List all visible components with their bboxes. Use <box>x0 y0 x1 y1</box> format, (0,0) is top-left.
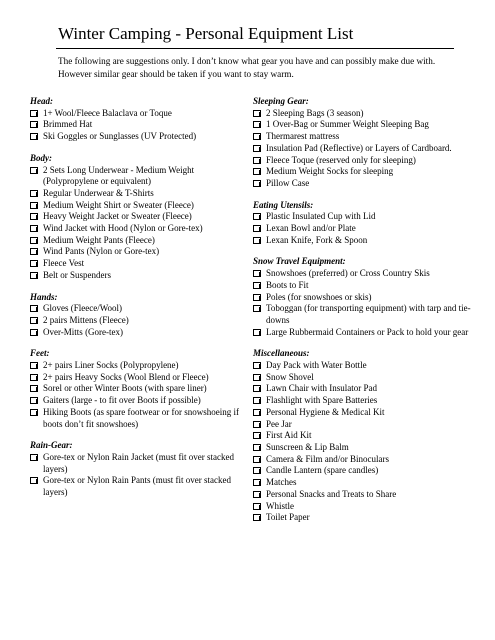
checklist-item <box>253 211 471 223</box>
checklist-item-label: Brimmed Hat <box>43 119 93 130</box>
checklist <box>253 108 471 190</box>
section-heading: Rain-Gear: <box>30 440 73 451</box>
section-heading: Feet: <box>30 348 50 359</box>
checklist-item <box>253 131 471 143</box>
checkbox-icon <box>30 362 38 369</box>
checkbox-icon <box>30 110 38 117</box>
checklist-item <box>30 200 248 212</box>
checklist-item-label: Lexan Bowl and/or Plate <box>266 223 356 234</box>
checklist-item <box>253 119 471 131</box>
checklist-item-label: Wind Pants (Nylon or Gore-tex) <box>43 246 160 257</box>
checklist-item <box>253 454 471 466</box>
section-heading: Miscellaneous: <box>253 348 310 359</box>
checklist-item <box>253 383 471 395</box>
checkbox-icon <box>30 385 38 392</box>
checklist-item <box>30 131 248 143</box>
checkbox-icon <box>253 294 261 301</box>
checkbox-icon <box>30 133 38 140</box>
checkbox-icon <box>253 121 261 128</box>
checklist-item <box>30 475 248 498</box>
checkbox-icon <box>253 270 261 277</box>
checkbox-icon <box>30 329 38 336</box>
checklist-item-label: Pee Jar <box>266 418 292 429</box>
checklist-item <box>253 303 471 326</box>
checklist-item-label: Thermarest mattress <box>266 131 340 142</box>
checklist-item <box>253 268 471 280</box>
checklist-item <box>253 292 471 304</box>
checklist-item-label: Toilet Paper <box>266 512 310 523</box>
checklist-item <box>253 223 471 235</box>
checklist-item-label: Gore-tex or Nylon Rain Jacket (must fit over stacked layers) <box>43 451 234 474</box>
checkbox-icon <box>30 409 38 416</box>
checkbox-icon <box>253 385 261 392</box>
checkbox-icon <box>30 317 38 324</box>
section-body <box>30 153 248 282</box>
checklist-item <box>253 155 471 167</box>
checklist-item-label: Flashlight with Spare Batteries <box>266 395 378 406</box>
checklist-item <box>253 407 471 419</box>
checklist <box>253 268 471 338</box>
checklist-item <box>253 280 471 292</box>
checkbox-icon <box>30 190 38 197</box>
checklist-item-label: Plastic Insulated Cup with Lid <box>266 211 376 222</box>
checklist-item-label: Ski Goggles or Sunglasses (UV Protected) <box>43 131 197 142</box>
checklist-item <box>30 223 248 235</box>
checklist-item <box>253 465 471 477</box>
checkbox-icon <box>253 432 261 439</box>
checkbox-icon <box>30 477 38 484</box>
checkbox-icon <box>253 374 261 381</box>
checklist-item-label: 2 Sleeping Bags (3 season) <box>266 107 364 118</box>
checklist <box>253 211 471 246</box>
checklist-item-label: Day Pack with Water Bottle <box>266 360 367 371</box>
checklist-item-label: Lawn Chair with Insulator Pad <box>266 383 377 394</box>
checklist <box>253 360 471 524</box>
section-snow-travel-equipment <box>253 256 471 338</box>
checklist-item-label: Wind Jacket with Hood (Nylon or Gore-tex) <box>43 223 203 234</box>
checkbox-icon <box>253 421 261 428</box>
checklist-item-label: Medium Weight Socks for sleeping <box>266 166 394 177</box>
checkbox-icon <box>30 272 38 279</box>
checklist-item <box>253 178 471 190</box>
checklist <box>30 452 248 499</box>
checkbox-icon <box>253 168 261 175</box>
checklist-item-label: Snowshoes (preferred) or Cross Country Skis <box>266 268 430 279</box>
checklist-item-label: Personal Snacks and Treats to Share <box>266 488 397 499</box>
checklist-item <box>30 395 248 407</box>
checkbox-icon <box>30 374 38 381</box>
checklist-item-label: Fleece Vest <box>43 258 85 269</box>
checkbox-icon <box>253 329 261 336</box>
checkbox-icon <box>30 397 38 404</box>
checklist-item-label: Candle Lantern (spare candles) <box>266 465 379 476</box>
checklist-item-label: Toboggan (for transporting equipment) with tarp and tie-downs <box>266 303 471 325</box>
checklist-item-label: 2 pairs Mittens (Fleece) <box>43 314 129 325</box>
title-underline <box>56 48 454 49</box>
checklist-item <box>253 512 471 524</box>
checkbox-icon <box>30 454 38 461</box>
checklist-item-label: Pillow Case <box>266 177 310 188</box>
checklist-item <box>30 211 248 223</box>
checkbox-icon <box>253 157 261 164</box>
checklist-item <box>30 119 248 131</box>
section-sleeping-gear <box>253 96 471 190</box>
checklist-item <box>253 143 471 155</box>
checklist-item-label: Snow Shovel <box>266 371 314 382</box>
checklist-item-label: Large Rubbermaid Containers or Pack to hold your gear <box>266 326 469 337</box>
checklist-item <box>30 165 248 188</box>
checkbox-icon <box>253 110 261 117</box>
checklist-item <box>30 246 248 258</box>
checklist-item-label: Hiking Boots (as spare footwear or for snowshoeing if boots don’t fit snowshoes) <box>43 406 239 429</box>
checklist-item <box>253 501 471 513</box>
checklist-item-label: Sorel or other Winter Boots (with spare liner) <box>43 383 207 394</box>
checklist-item-label: Sunscreen & Lip Balm <box>266 441 349 452</box>
checklist-item <box>30 315 248 327</box>
checklist-item <box>253 419 471 431</box>
checklist-item <box>30 303 248 315</box>
checklist-item-label: Medium Weight Pants (Fleece) <box>43 234 155 245</box>
checkbox-icon <box>253 225 261 232</box>
section-heading: Head: <box>30 96 53 106</box>
checkbox-icon <box>30 305 38 312</box>
checklist-item-label: Gore-tex or Nylon Rain Pants (must fit over stacked layers) <box>43 475 231 498</box>
checklist-item <box>30 407 248 430</box>
checklist-item-label: Matches <box>266 477 297 488</box>
checkbox-icon <box>253 467 261 474</box>
checklist <box>30 303 248 338</box>
section-heading: Body: <box>30 152 52 163</box>
checklist-item <box>30 327 248 339</box>
checklist-item <box>253 360 471 372</box>
checkbox-icon <box>253 514 261 521</box>
checklist-item-label: Fleece Toque (reserved only for sleeping) <box>266 154 416 165</box>
checklist-item <box>30 270 248 282</box>
checkbox-icon <box>30 237 38 244</box>
section-head <box>30 96 248 143</box>
checklist-item-label: Regular Underwear & T-Shirts <box>43 187 154 198</box>
checklist-item-label: Whistle <box>266 500 294 511</box>
checklist-item <box>253 477 471 489</box>
checklist-item <box>30 258 248 270</box>
checkbox-icon <box>253 133 261 140</box>
checklist-item <box>253 166 471 178</box>
checkbox-icon <box>30 202 38 209</box>
checkbox-icon <box>253 397 261 404</box>
checklist-item <box>30 235 248 247</box>
checkbox-icon <box>253 503 261 510</box>
checklist-item-label: Gaiters (large - to fit over Boots if possible) <box>43 395 201 406</box>
checkbox-icon <box>253 491 261 498</box>
section-eating-utensils <box>253 200 471 247</box>
checkbox-icon <box>30 225 38 232</box>
checklist-item <box>253 395 471 407</box>
checklist-item <box>30 452 248 475</box>
checklist-item <box>253 430 471 442</box>
checklist-item-label: First Aid Kit <box>266 430 312 441</box>
section-heading: Hands: <box>30 291 58 302</box>
checkbox-icon <box>253 362 261 369</box>
section-heading: Sleeping Gear: <box>253 96 309 106</box>
checklist-item <box>253 372 471 384</box>
checklist-item <box>253 442 471 454</box>
checkbox-icon <box>253 282 261 289</box>
checkbox-icon <box>253 409 261 416</box>
checkbox-icon <box>30 260 38 267</box>
checklist-item-label: Boots to Fit <box>266 279 309 290</box>
checklist-item <box>30 383 248 395</box>
checklist-item <box>253 327 471 339</box>
checklist-item-label: Medium Weight Shirt or Sweater (Fleece) <box>43 199 194 210</box>
intro-paragraph: The following are suggestions only. I don’t know what gear you have and can possibly make due with. However similar gear should be taken if you want to stay warm. <box>58 56 436 79</box>
checkbox-icon <box>253 213 261 220</box>
checklist-item-label: Belt or Suspenders <box>43 269 111 280</box>
checkbox-icon <box>253 456 261 463</box>
checklist-item <box>253 235 471 247</box>
checklist-item <box>30 188 248 200</box>
checklist <box>30 165 248 282</box>
checklist-item <box>30 360 248 372</box>
section-rain-gear <box>30 440 248 499</box>
checklist-item-label: Gloves (Fleece/Wool) <box>43 303 123 314</box>
checkbox-icon <box>253 444 261 451</box>
checklist-item <box>253 489 471 501</box>
checkbox-icon <box>30 248 38 255</box>
checklist-item-label: 2+ pairs Heavy Socks (Wool Blend or Fleece) <box>43 371 209 382</box>
checklist-item <box>253 108 471 120</box>
checklist-item-label: Insulation Pad (Reflective) or Layers of Cardboard. <box>266 142 452 153</box>
checklist-item-label: 1 Over-Bag or Summer Weight Sleeping Bag <box>266 119 429 130</box>
checklist-item <box>30 372 248 384</box>
checklist-item-label: Camera & Film and/or Binoculars <box>266 453 389 464</box>
checkbox-icon <box>253 145 261 152</box>
checkbox-icon <box>253 479 261 486</box>
section-heading: Snow Travel Equipment: <box>253 256 346 267</box>
checklist-item-label: Over-Mitts (Gore-tex) <box>43 326 124 337</box>
section-miscellaneous <box>253 348 471 524</box>
checklist-item-label: Lexan Knife, Fork & Spoon <box>266 234 368 245</box>
checklist-item-label: Personal Hygiene & Medical Kit <box>266 406 385 417</box>
checklist <box>30 108 248 143</box>
checklist-item-label: 2+ pairs Liner Socks (Polypropylene) <box>43 360 179 371</box>
checklist-item-label: 2 Sets Long Underwear - Medium Weight (Polypropylene or equivalent) <box>43 164 195 187</box>
checklist-item <box>30 108 248 120</box>
checklist-item-label: 1+ Wool/Fleece Balaclava or Toque <box>43 107 172 118</box>
section-heading: Eating Utensils: <box>253 199 314 210</box>
checkbox-icon <box>30 167 38 174</box>
checkbox-icon <box>30 121 38 128</box>
checklist-item-label: Heavy Weight Jacket or Sweater (Fleece) <box>43 211 192 222</box>
section-hands <box>30 292 248 339</box>
left-column <box>30 96 248 499</box>
checklist-item-label: Poles (for snowshoes or skis) <box>266 291 372 302</box>
right-column <box>253 96 471 524</box>
section-feet <box>30 348 248 430</box>
checkbox-icon <box>253 237 261 244</box>
checklist <box>30 360 248 430</box>
checkbox-icon <box>253 305 261 312</box>
checkbox-icon <box>30 213 38 220</box>
checkbox-icon <box>253 180 261 187</box>
document-title: Winter Camping - Personal Equipment List <box>58 24 354 43</box>
